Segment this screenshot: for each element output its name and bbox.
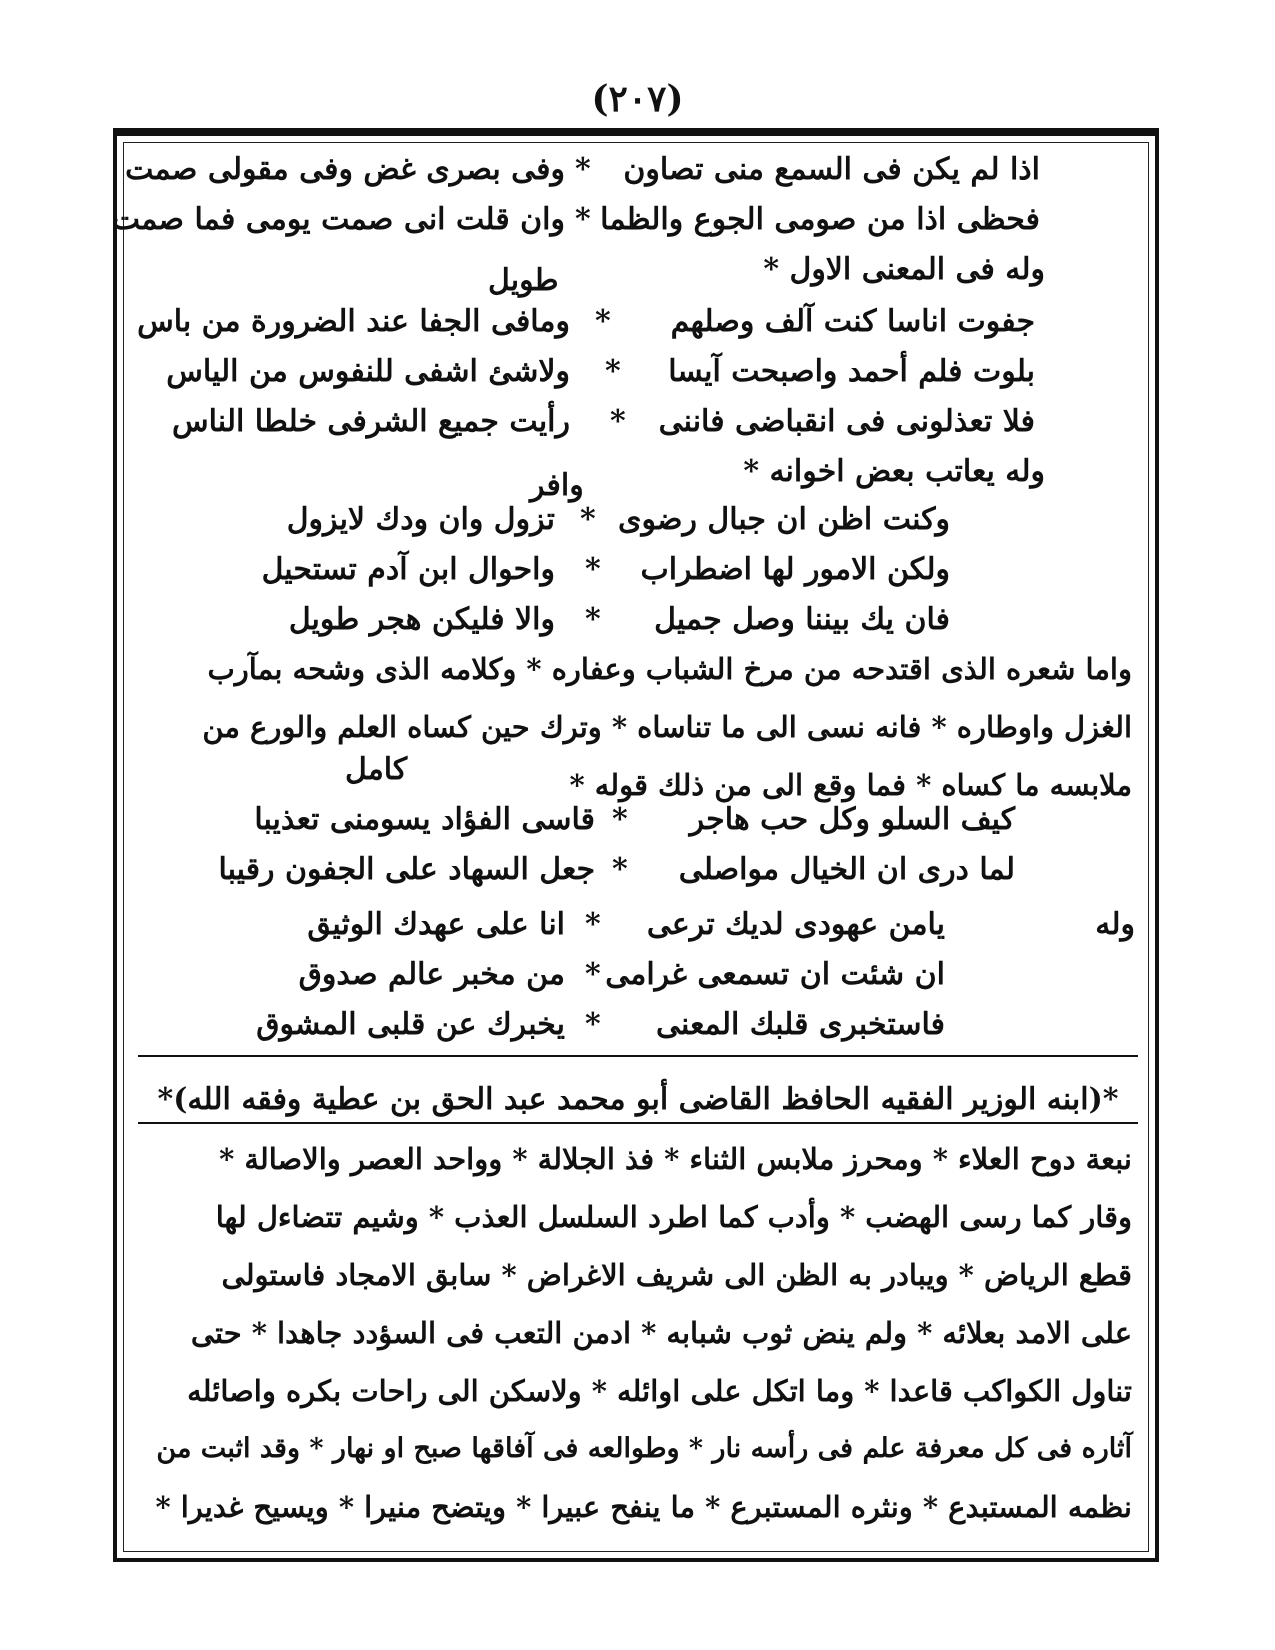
verse-8-second: والا فليكن هجر طويل — [288, 602, 555, 637]
verse-11-first: يامن عهودى لديك ترعى — [646, 907, 945, 942]
prose-paragraph-2 — [142, 1130, 1132, 1536]
verse-separator: * — [585, 602, 601, 637]
intro-line-2: وله يعاتب بعض اخوانه * — [743, 454, 1045, 489]
meter-label-2: وافر — [530, 468, 584, 503]
verse-12-first: ان شئت ان تسمعى غرامى — [605, 957, 945, 992]
verse-separator: * — [610, 404, 626, 439]
verse-separator: * — [575, 152, 591, 187]
section-rule-top — [138, 1055, 1138, 1057]
section-rule-bottom — [138, 1122, 1138, 1124]
prose-line: قطع الرياض * ويبادر به الظن الى شريف الاغراض * سابق الامجاد فاستولى — [221, 1258, 1132, 1292]
meter-label-3: كامل — [345, 752, 408, 787]
prose-line: واما شعره الذى اقتدحه من مرخ الشباب وعفاره * وكلامه الذى وشحه بمآرب — [207, 652, 1132, 686]
verse-separator: * — [575, 202, 591, 237]
verse-separator: * — [612, 852, 628, 887]
prose-line: نظمه المستبدع * ونثره المستبرع * ما ينفح عبيرا * ويتضح منيرا * ويسيح غديرا * — [155, 1490, 1132, 1524]
verse-separator: * — [585, 957, 601, 992]
prose-line: تناول الكواكب قاعدا * وما اتكل على اوائله * ولاسكن الى راحات بكره واصائله — [187, 1374, 1132, 1408]
verse-9-second: قاسى الفؤاد يسومنى تعذيبا — [254, 802, 595, 837]
section-heading: *(ابنه الوزير الفقيه الحافظ القاضى أبو محمد عبد الحق بن عطية وفقه الله)* — [157, 1082, 1119, 1117]
verse-separator: * — [585, 552, 601, 587]
verse-6-second: تزول وان ودك لايزول — [286, 502, 555, 537]
prose-line: على الامد بعلائه * ولم ينض ثوب شبابه * ادمن التعب فى السؤدد جاهدا * حتى — [190, 1316, 1132, 1350]
verse-13-first: فاستخبرى قلبك المعنى — [656, 1007, 945, 1042]
verse-separator: * — [605, 354, 621, 389]
verse-4-second: ولاشئ اشفى للنفوس من الياس — [166, 354, 570, 389]
verse-1-second: وفى بصرى غض وفى مقولى صمت — [125, 152, 565, 187]
prose-line: الغزل واوطاره * فانه نسى الى ما تناساه * وترك حين كساه العلم والورع من — [202, 710, 1132, 744]
verse-2-first: فحظى اذا من صومى الجوع والظما — [600, 202, 1040, 237]
prose-line: نبعة دوح العلاء * ومحرز ملابس الثناء * فذ الجلالة * وواحد العصر والاصالة * — [219, 1142, 1132, 1176]
verse-separator: * — [585, 907, 601, 942]
verse-separator: * — [585, 1007, 601, 1042]
prose-paragraph-1 — [142, 640, 1132, 814]
prose-line: آثاره فى كل معرفة علم فى رأسه نار * وطوالعه فى آفاقها صبح او نهار * وقد اثبت من — [156, 1433, 1132, 1464]
verse-separator: * — [580, 502, 596, 537]
verse-3-second: ومافى الجفا عند الضرورة من باس — [137, 304, 570, 339]
prose-line: وقار كما رسى الهضب * وأدب كما اطرد السلسل العذب * وشيم تتضاءل لها — [215, 1200, 1132, 1234]
verse-9-first: كيف السلو وكل حب هاجر — [689, 802, 1015, 837]
intro-line-3: وله — [1095, 907, 1135, 942]
page-number: (٢٠٧) — [591, 78, 684, 120]
verse-separator: * — [595, 304, 611, 339]
verse-12-second: من مخبر عالم صدوق — [298, 957, 565, 992]
verse-1-first: اذا لم يكن فى السمع منى تصاون — [623, 152, 1040, 187]
meter-label-1: طويل — [488, 263, 559, 298]
verse-8-first: فان يك بيننا وصل جميل — [654, 602, 950, 637]
intro-line-1: وله فى المعنى الاول * — [763, 252, 1045, 287]
verse-4-first: بلوت فلم أحمد واصبحت آيسا — [668, 354, 1035, 389]
verse-10-first: لما درى ان الخيال مواصلى — [678, 852, 1015, 887]
verse-10-second: جعل السهاد على الجفون رقيبا — [218, 852, 595, 887]
verse-13-second: يخبرك عن قلبى المشوق — [256, 1007, 565, 1042]
verse-5-first: فلا تعذلونى فى انقباضى فاننى — [658, 404, 1035, 439]
verse-separator: * — [612, 802, 628, 837]
verse-7-second: واحوال ابن آدم تستحيل — [261, 552, 555, 587]
verse-3-first: جفوت اناسا كنت آلف وصلهم — [670, 304, 1035, 339]
verse-2-second: وان قلت انى صمت يومى فما صمت — [111, 202, 565, 237]
prose-line: ملابسه ما كساه * فما وقع الى من ذلك قوله * — [569, 768, 1132, 802]
verse-6-first: وكنت اظن ان جبال رضوى — [618, 502, 950, 537]
verse-7-first: ولكن الامور لها اضطراب — [640, 552, 950, 587]
verse-11-second: انا على عهدك الوثيق — [307, 907, 565, 942]
verse-5-second: رأيت جميع الشرفى خلطا الناس — [172, 404, 570, 439]
